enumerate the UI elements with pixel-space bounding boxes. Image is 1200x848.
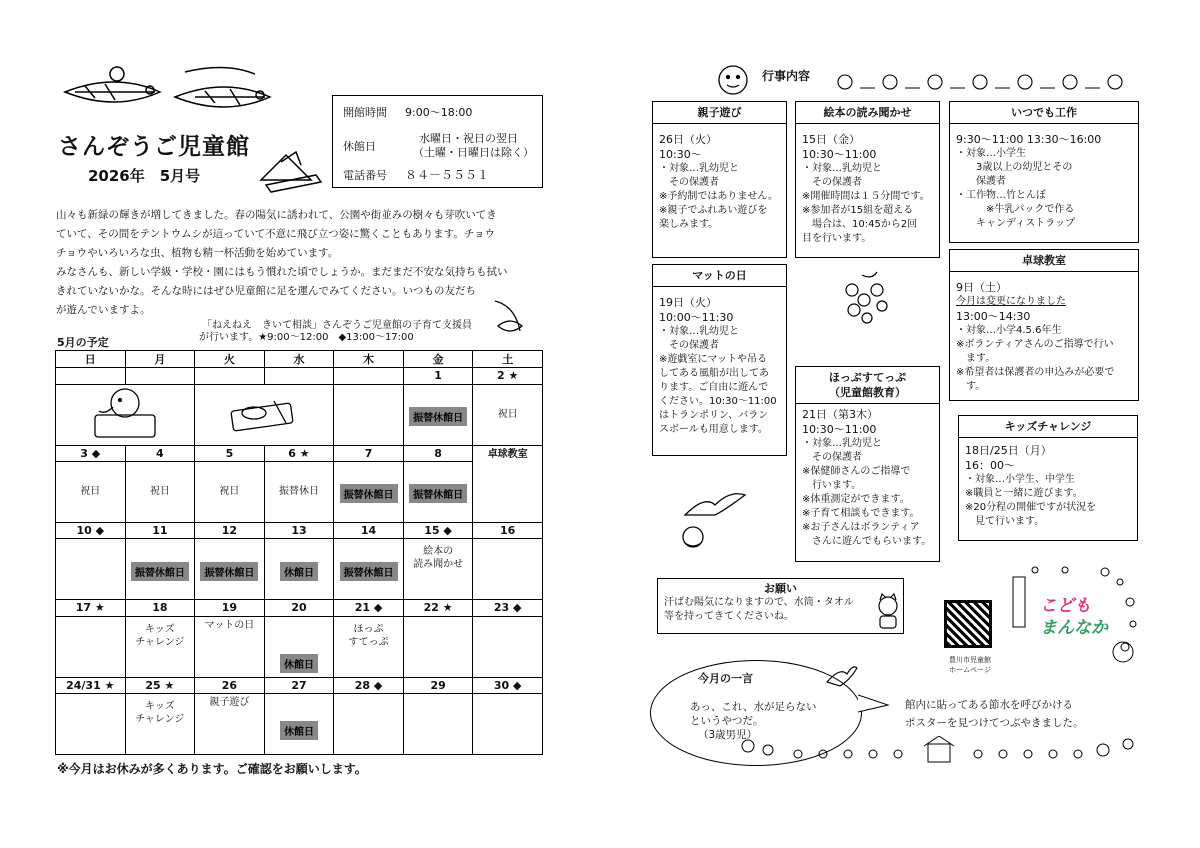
event-line: 15日（金） [802,133,860,146]
date-cell: 20 [264,600,334,616]
comment-line: ポスターを見つけてつぶやきました。 [905,717,1084,729]
date-cell: 13 [264,522,334,538]
event-cell [125,461,195,522]
event-row [56,616,543,677]
date-cell: 8 [403,445,473,461]
event-box-title: 絵本の読み聞かせ [796,105,939,124]
event-row [56,693,543,754]
date-cell: 7 [334,445,404,461]
event-change-note: 今月は変更になりました [956,296,1066,307]
event-row [56,461,543,522]
event-cell [264,539,334,600]
event-line: 19日（火） [659,296,717,309]
event-line: ・対象…乳幼児と [802,438,882,449]
event-line: 保護者 [956,176,1006,187]
qr-caption-line: 豊川市児童館 [949,656,991,664]
event-line: ※保健師さんのご指導で [802,466,911,477]
date-cell: 19 [195,600,265,616]
event-cell [195,616,265,677]
calendar-footer-note: ※今月はお休みが多くあります。ご確認をお願いします。 [57,762,367,776]
date-row [56,522,543,538]
event-cell [403,539,473,600]
date-cell: 11 [125,522,195,538]
event-cell [473,384,543,445]
kashiwamochi-icon [224,393,304,433]
qr-code[interactable] [944,600,992,648]
event-line: 10:30～11:00 [802,148,877,161]
date-cell: 12 [195,522,265,538]
kodomo-mannaka-logo [1040,595,1108,639]
bird-illustration [825,662,859,692]
event-row [56,539,543,600]
event-box-title: いつでも工作 [950,105,1138,124]
issue-date: 2026年 5月号 [88,167,201,185]
event-line: 10:30～11:00 [802,423,877,436]
comment-line: 館内に貼ってある節水を呼びかける [905,699,1073,711]
event-box-oyako [652,101,787,258]
weekday-header: 金 [403,351,473,368]
event-cell [334,539,404,600]
event-cell [403,461,473,522]
bubble-tail [858,690,890,720]
calendar-title: 5月の予定 [57,336,109,349]
request-line: 等を持ってきてくださいね。 [664,611,794,622]
event-row [56,384,543,445]
event-label: マットの日 [204,619,255,631]
event-line: ・対象…乳幼児と [802,163,882,174]
event-line: ※予約制ではありません。 [659,191,778,202]
date-cell [473,445,543,522]
event-line: ・対象…小学生、中学生 [965,474,1075,485]
date-cell: 6 ★ [264,445,334,461]
event-box-subtitle: （児童館教育） [796,385,939,404]
leaf-illustration [490,296,528,338]
event-line: 行います。 [812,480,862,491]
date-cell: 29 [403,677,473,693]
event-line: 10:30～ [659,148,702,161]
consultation-note-line: が行います。★9:00～12:00 ◆13:00～17:00 [199,332,414,343]
kabuto-illustration [256,150,326,195]
event-label: キッズ チャレンジ [135,623,185,648]
event-label: ほっぷ すてっぷ [348,623,389,648]
consultation-note-line: 「ねえねえ きいて相談」さんぞうご児童館の子育て支援員 [202,320,472,331]
date-cell: 5 [195,445,265,461]
koinobori-illustration [55,62,300,132]
event-line: 10:00～11:30 [659,311,734,324]
request-box [657,578,904,634]
event-line: ・工作物…竹とんぼ [956,190,1046,201]
intro-line: チョウやいろいろな虫、植物も精一杯活動を始めています。 [56,247,339,259]
intro-line: 山々も新緑の輝きが増してきました。春の陽気に誘われて、公園や街並みの樹々も芽吹いてき [56,209,497,221]
date-row [56,600,543,616]
event-label: 卓球教室 [487,448,528,460]
event-label: 祝日 [149,486,170,498]
event-cell [125,539,195,600]
event-line: ※親子でふれあい遊びを [659,205,768,216]
event-box-title: 卓球教室 [950,253,1138,272]
date-cell [195,368,265,384]
event-line: 9:30～11:00 13:30～16:00 [956,133,1102,146]
event-line: 16：00～ [965,459,1015,472]
event-cell [125,616,195,677]
weekday-header: 木 [334,351,404,368]
weekday-header: 日 [56,351,126,368]
quote-line: というやつだ。 [690,715,764,727]
event-line: 21日（第3木） [802,408,878,421]
event-line: さんに遊んでもらいます。 [812,536,932,547]
elephant-icon [85,385,165,441]
event-box-hop [795,366,940,562]
request-line: 汗ばむ陽気になりますので、水筒・タオル [664,597,854,608]
intro-line: ていて、その間をテントウムシが這っていて不意に飛び立つ姿に驚くこともあります。チョウ [56,228,496,240]
date-cell: 1 [403,368,473,384]
date-cell: 4 [125,445,195,461]
date-cell: 16 [473,522,543,538]
animals-border-illustration [830,68,1140,96]
event-line: ※ボランティアさんのご指導で行い [956,339,1114,350]
event-cell [334,616,404,677]
intro-line: が遊んでいますよ。 [56,304,151,316]
event-label: 祝日 [80,486,101,498]
event-label: 絵本の 読み聞かせ [413,546,464,571]
weekday-header-row [56,351,543,368]
date-cell [264,368,334,384]
hours-label: 開館時間 [343,106,387,119]
event-line: ※20分程の開催ですが状況を [965,502,1097,513]
event-line: ※お子さんはボランティア [802,522,920,533]
event-line: その保護者 [802,452,862,463]
event-label: 親子遊び [209,696,250,708]
event-box-ehon [795,101,940,258]
weekday-header: 土 [473,351,543,368]
phone-value: ８４－５５５１ [405,168,490,182]
event-line: 3歳以上の幼児とその [956,162,1073,173]
date-cell: 21 ◆ [334,600,404,616]
event-line: ※参加者が15組を超える [802,205,914,216]
event-box-title: マットの日 [653,268,786,287]
intro-line: きれていないかな。そんな時にはぜひ児童館に足を運んでみてください。いつもの友だち [56,285,476,297]
weekday-header: 火 [195,351,265,368]
event-label: 祝日 [497,409,518,421]
swallow-illustration [675,485,755,555]
date-row [56,445,543,461]
date-row [56,368,543,384]
quote-comment [905,696,1084,732]
event-line: してある風船が出してあ [659,368,769,379]
event-line: 13:00～14:30 [956,310,1031,323]
event-line: す。 [966,381,986,392]
event-line: その保護者 [802,177,862,188]
date-cell: 3 ◆ [56,445,126,461]
event-cell [334,461,404,522]
date-cell: 27 [264,677,334,693]
hours-value: 9:00～18:00 [405,106,473,119]
event-box-takkyu [949,249,1139,401]
date-cell: 18 [125,600,195,616]
intro-text [56,206,526,320]
event-line: キャンディストラップ [956,218,1075,229]
calendar-table [55,350,543,755]
event-line: 18日/25日（月） [965,444,1052,457]
closed-badge: 休館日 [280,562,318,581]
event-box-title: キッズチャレンジ [959,419,1137,438]
date-cell: 22 ★ [403,600,473,616]
event-label: 振替休日 [278,486,319,498]
closed-badge: 振替休館日 [340,484,398,503]
event-line: 9日（土） [956,281,1007,294]
event-cell [264,616,334,677]
closed-badge: 休館日 [280,721,318,740]
closed-badge: 振替休館日 [131,562,189,581]
event-line: 目を行います。 [802,233,872,244]
event-cell [403,384,473,445]
event-line: ※牛乳パックで作る [956,204,1075,215]
event-line: ※遊戯室にマットや吊る [659,354,767,365]
date-cell: 14 [334,522,404,538]
qr-caption [945,655,995,675]
request-title: お願い [764,582,797,595]
event-cell [264,693,334,754]
event-cell [195,461,265,522]
event-line: ※子育て相談もできます。 [802,508,920,519]
closed-badge: 振替休館日 [200,562,258,581]
date-row [56,677,543,693]
event-line: その保護者 [659,340,719,351]
event-line: ※職員と一緒に遊びます。 [965,488,1083,499]
event-cell [195,693,265,754]
weekday-header: 月 [125,351,195,368]
event-line: スボールも用意します。 [659,424,768,435]
event-line: ます。 [966,353,996,364]
intro-line: みなさんも、新しい学級・学校・園にはもう慣れた頃でしょうか。まだまだ不安な気持ちも拭い [56,266,508,278]
date-cell [125,368,195,384]
date-cell: 26 [195,677,265,693]
mascot-illustration [705,62,760,98]
date-cell: 15 ◆ [403,522,473,538]
date-cell [334,368,404,384]
closed-label: 休館日 [343,140,376,153]
closed-badge: 振替休館日 [340,562,398,581]
event-line: 場合は、10:45から2回 [802,219,918,230]
date-cell: 24/31 ★ [56,677,126,693]
event-line: ります。ご自由に遊んで [659,382,769,393]
date-cell: 30 ◆ [473,677,543,693]
date-cell: 23 ◆ [473,600,543,616]
event-line: ください。10:30～11:00 [659,396,777,407]
event-label: 祝日 [219,486,240,498]
event-line: ※開催時間は１５分間です。 [802,191,930,202]
event-line: 楽しみます。 [659,219,719,230]
event-line: 26日（火） [659,133,717,146]
date-cell: 28 ◆ [334,677,404,693]
date-cell: 25 ★ [125,677,195,693]
page-title: さんぞうご児童館 [58,134,250,160]
event-box-kids [958,415,1138,541]
event-box-title: ほっぷすてっぷ [828,371,907,384]
closed-badge: 休館日 [280,654,318,673]
event-box-mat [652,264,787,456]
closed-badge: 振替休館日 [409,407,467,426]
logo-text: こども [1040,596,1091,616]
qr-caption-line: ホームページ [949,666,991,674]
weekday-header: 水 [264,351,334,368]
cat-illustration [872,592,904,630]
event-cell [195,539,265,600]
flower-illustration [832,270,897,335]
event-line: その保護者 [659,177,719,188]
event-cell [125,693,195,754]
quote-title: 今月の一言 [698,672,753,685]
phone-label: 電話番号 [343,169,387,182]
event-cell [264,461,334,522]
event-line: ・対象…乳幼児と [659,163,739,174]
event-box-title: 親子遊び [653,105,786,124]
consultation-note [199,320,472,344]
closed-value: 水曜日・祝日の翌日 [419,132,518,145]
quote-line: （3歳男児） [698,729,758,741]
info-box [332,95,543,188]
doll-illustration [195,384,334,445]
event-line: ・対象…乳幼児と [659,326,739,337]
date-cell: 2 ★ [473,368,543,384]
event-line: はトランポリン、バラン [659,410,769,421]
quote-line: あっ、これ、水が足らない [690,701,817,713]
decorative-border [738,736,1138,768]
event-line: 見て行います。 [965,516,1045,527]
event-line: ※体重測定ができます。 [802,494,910,505]
closed-note: （土曜・日曜日は除く） [413,146,534,159]
date-cell: 10 ◆ [56,522,126,538]
closed-badge: 振替休館日 [409,484,467,503]
event-box-itsudemo [949,101,1139,243]
elephant-illustration [56,384,195,445]
event-cell [56,461,126,522]
date-cell [56,368,126,384]
events-heading: 行事内容 [762,69,811,83]
logo-text: まんなか [1040,618,1108,638]
date-cell: 17 ★ [56,600,126,616]
event-line: ・対象…小学4.5.6年生 [956,325,1062,336]
event-label: キッズ チャレンジ [135,700,185,725]
event-line: ※希望者は保護者の申込みが必要で [956,367,1115,378]
event-line: ・対象…小学生 [956,148,1026,159]
